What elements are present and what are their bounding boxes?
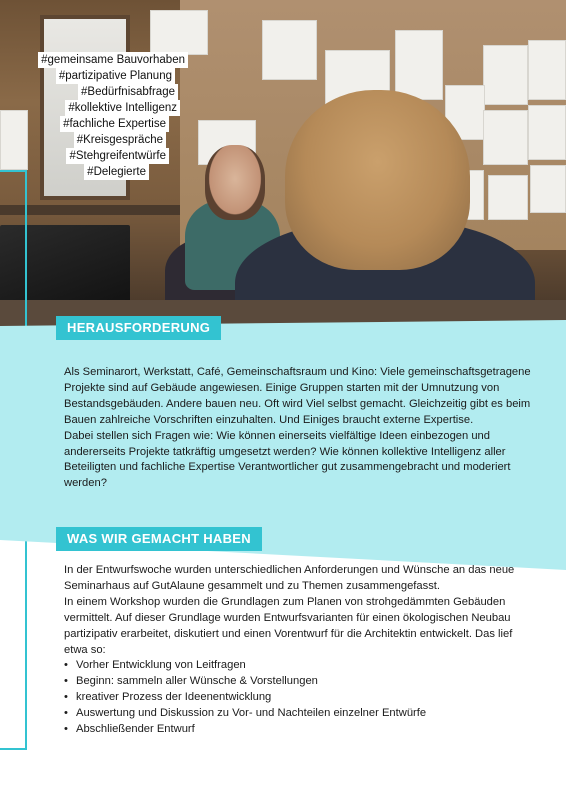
done-paragraph: In der Entwurfswoche wurden unterschiedlichen Anforderungen und Wünsche an das neue Seminarhaus auf GutAlaune gesammelt und zu Themen zusammengefasst. <box>64 564 515 592</box>
photo-paper <box>483 45 528 105</box>
photo-paper <box>488 175 528 220</box>
photo-paper <box>0 110 28 170</box>
photo-paper <box>528 105 566 160</box>
photo-person-left-head <box>205 145 265 220</box>
photo-shelf <box>0 205 180 215</box>
photo-paper <box>530 165 566 213</box>
hashtag: #Delegierte <box>84 164 149 180</box>
done-body <box>64 563 534 738</box>
hashtag: #kollektive Intelligenz <box>65 100 180 116</box>
challenge-paragraph: Dabei stellen sich Fragen wie: Wie können einerseits vielfältige Ideen einbezogen und andererseits Projekte tatkräftig umgesetzt werden? Wie können kollektive Intelligenz aller Beteiligten und fachliche Expertise Verantwortlicher gut zusammengebracht und moderiert werden? <box>64 429 511 490</box>
list-item: • Vorher Entwicklung von Leitfragen <box>64 658 534 674</box>
list-item: • Auswertung und Diskussion zu Vor- und Nachteilen einzelner Entwürfe <box>64 706 534 722</box>
hashtag: #Kreisgespräche <box>74 132 166 148</box>
list-item: • kreativer Prozess der Ideenentwicklung <box>64 690 534 706</box>
photo-paper <box>483 110 528 165</box>
done-paragraph: In einem Workshop wurden die Grundlagen zum Planen von strohgedämmten Gebäuden vermittelt. Auf dieser Grundlage wurden Entwurfsvarianten für einen ökologischen Neubau partizipativ erarbeitet, diskutiert und einen Vorentwurf für die Architektin entwickelt. Das lief etwa so: <box>64 595 513 656</box>
hashtag: #Stehgreifentwürfe <box>66 148 169 164</box>
hashtag: #gemeinsame Bauvorhaben <box>38 52 188 68</box>
list-item: • Abschließender Entwurf <box>64 722 534 738</box>
hashtag: #fachliche Expertise <box>60 116 169 132</box>
photo-paper <box>150 10 208 55</box>
photo-paper <box>528 40 566 100</box>
hashtag: #partizipative Planung <box>56 68 175 84</box>
challenge-heading: HERAUSFORDERUNG <box>56 316 221 340</box>
photo-paper <box>395 30 443 100</box>
photo-paper <box>262 20 317 80</box>
hashtag: #Bedürfnisabfrage <box>78 84 178 100</box>
challenge-body <box>64 365 534 492</box>
list-item: • Beginn: sammeln aller Wünsche & Vorstellungen <box>64 674 534 690</box>
photo-person-right-hair <box>285 90 470 270</box>
done-heading: WAS WIR GEMACHT HABEN <box>56 527 262 551</box>
process-list <box>64 658 534 738</box>
challenge-paragraph: Als Seminarort, Werkstatt, Café, Gemeinschaftsraum und Kino: Viele gemeinschaftsgetragene Projekte sind auf Gebäude angewiesen. Einige Gruppen starten mit der Umnutzung von Bestandsgebäuden. Andere bauen neu. Oft wird Viel selbst gemacht. Gleichzeitig gibt es beim Bauen zahlreiche Vorschriften einzuhalten. Und Einiges braucht externe Expertise. <box>64 366 531 426</box>
